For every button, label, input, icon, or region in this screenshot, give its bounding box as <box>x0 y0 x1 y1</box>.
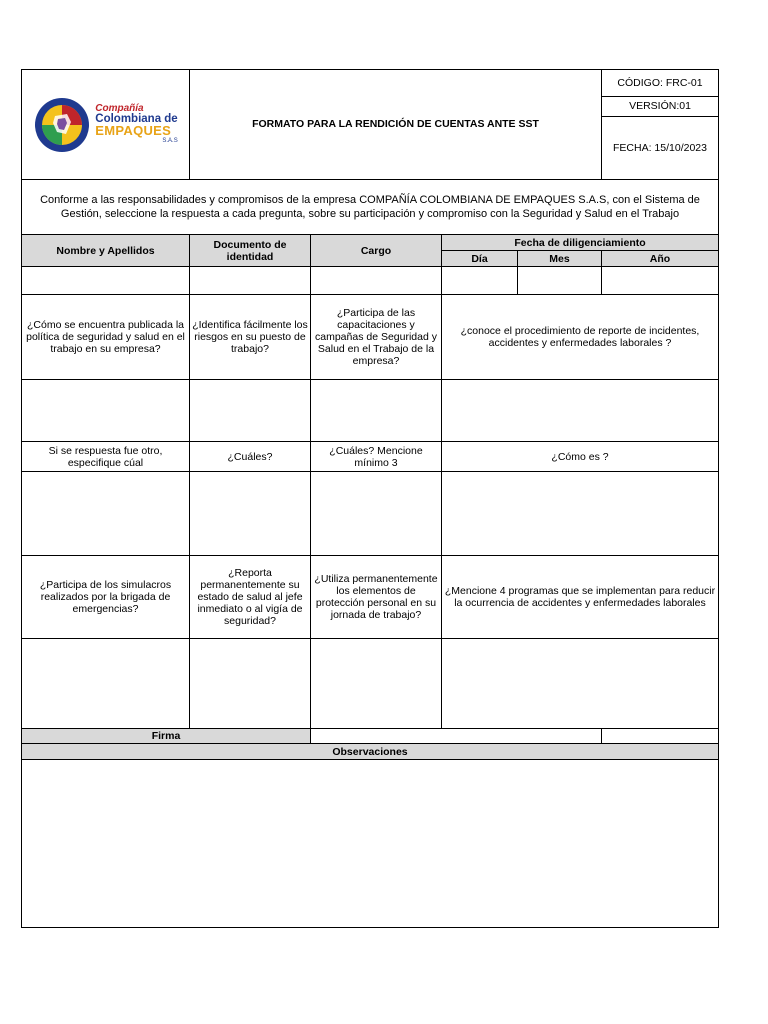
mes-input[interactable] <box>518 267 602 295</box>
firma-field[interactable] <box>311 729 602 744</box>
answer-como-es[interactable] <box>442 472 719 556</box>
firma-extra-field[interactable] <box>602 729 719 744</box>
answer-cuales[interactable] <box>190 472 311 556</box>
firma-label: Firma <box>22 729 311 744</box>
col-mes: Mes <box>518 251 602 267</box>
col-documento: Documento de identidad <box>190 235 311 267</box>
form-container <box>21 69 718 928</box>
answer-especifique[interactable] <box>22 472 190 556</box>
intro-text: Conforme a las responsabilidades y compromisos de la empresa COMPAÑÍA COLOMBIANA DE EMPAQUES S.A.S, con el Sistema de Gestión, seleccione la respuesta a cada pregunta, sobre su participación y compromiso con la Seguridad y Salud en el Trabajo <box>22 180 719 235</box>
answer-procedimiento-reporte[interactable] <box>442 380 719 442</box>
logo-line-4: S.A.S <box>162 137 178 144</box>
company-logo <box>24 96 187 154</box>
answer-proteccion-personal[interactable] <box>311 639 442 729</box>
question-capacitaciones: ¿Participa de las capacitaciones y campañas de Seguridad y Salud en el Trabajo de la empresa? <box>311 295 442 380</box>
answer-estado-salud[interactable] <box>190 639 311 729</box>
logo-line-3: EMPAQUES <box>95 122 172 138</box>
nombre-input[interactable] <box>22 267 190 295</box>
question-cuales-minimo: ¿Cuáles? Mencione mínimo 3 <box>311 442 442 472</box>
question-politica: ¿Cómo se encuentra publicada la política de seguridad y salud en el trabajo en su empresa? <box>22 295 190 380</box>
cargo-input[interactable] <box>311 267 442 295</box>
answer-cuales-minimo[interactable] <box>311 472 442 556</box>
answer-programas[interactable] <box>442 639 719 729</box>
col-dia: Día <box>442 251 518 267</box>
question-estado-salud: ¿Reporta permanentemente su estado de salud al jefe inmediato o al vigía de seguridad? <box>190 556 311 639</box>
observaciones-field[interactable] <box>22 760 719 928</box>
answer-simulacros[interactable] <box>22 639 190 729</box>
question-cuales: ¿Cuáles? <box>190 442 311 472</box>
dia-input[interactable] <box>442 267 518 295</box>
question-programas: ¿Mencione 4 programas que se implementan para reducir la ocurrencia de accidentes y enfermedades laborales <box>442 556 719 639</box>
logo-line-2: Colombiana de <box>95 112 178 125</box>
logo-line-1: Compañía <box>95 102 144 114</box>
col-cargo: Cargo <box>311 235 442 267</box>
form-title: FORMATO PARA LA RENDICIÓN DE CUENTAS ANTE SST <box>190 70 602 180</box>
version-label: VERSIÓN:01 <box>602 96 719 117</box>
answer-capacitaciones[interactable] <box>311 380 442 442</box>
question-riesgos: ¿Identifica fácilmente los riesgos en su puesto de trabajo? <box>190 295 311 380</box>
company-logo-cell <box>22 70 190 180</box>
question-proteccion-personal: ¿Utiliza permanentemente los elementos de protección personal en su jornada de trabajo? <box>311 556 442 639</box>
documento-input[interactable] <box>190 267 311 295</box>
question-especifique: Si se respuesta fue otro, especifique cúal <box>22 442 190 472</box>
question-como-es: ¿Cómo es ? <box>442 442 719 472</box>
logo-emblem-icon <box>33 96 91 154</box>
codigo-label: CÓDIGO: FRC-01 <box>602 70 719 97</box>
rendicion-cuentas-form <box>21 69 719 928</box>
observaciones-label: Observaciones <box>22 744 719 760</box>
question-simulacros: ¿Participa de los simulacros realizados por la brigada de emergencias? <box>22 556 190 639</box>
col-fecha-diligenciamiento: Fecha de diligenciamiento <box>442 235 719 251</box>
answer-riesgos[interactable] <box>190 380 311 442</box>
fecha-label: FECHA: 15/10/2023 <box>602 117 719 180</box>
answer-politica[interactable] <box>22 380 190 442</box>
col-nombre: Nombre y Apellidos <box>22 235 190 267</box>
col-ano: Año <box>602 251 719 267</box>
ano-input[interactable] <box>602 267 719 295</box>
question-procedimiento-reporte: ¿conoce el procedimiento de reporte de incidentes, accidentes y enfermedades laborales ? <box>442 295 719 380</box>
